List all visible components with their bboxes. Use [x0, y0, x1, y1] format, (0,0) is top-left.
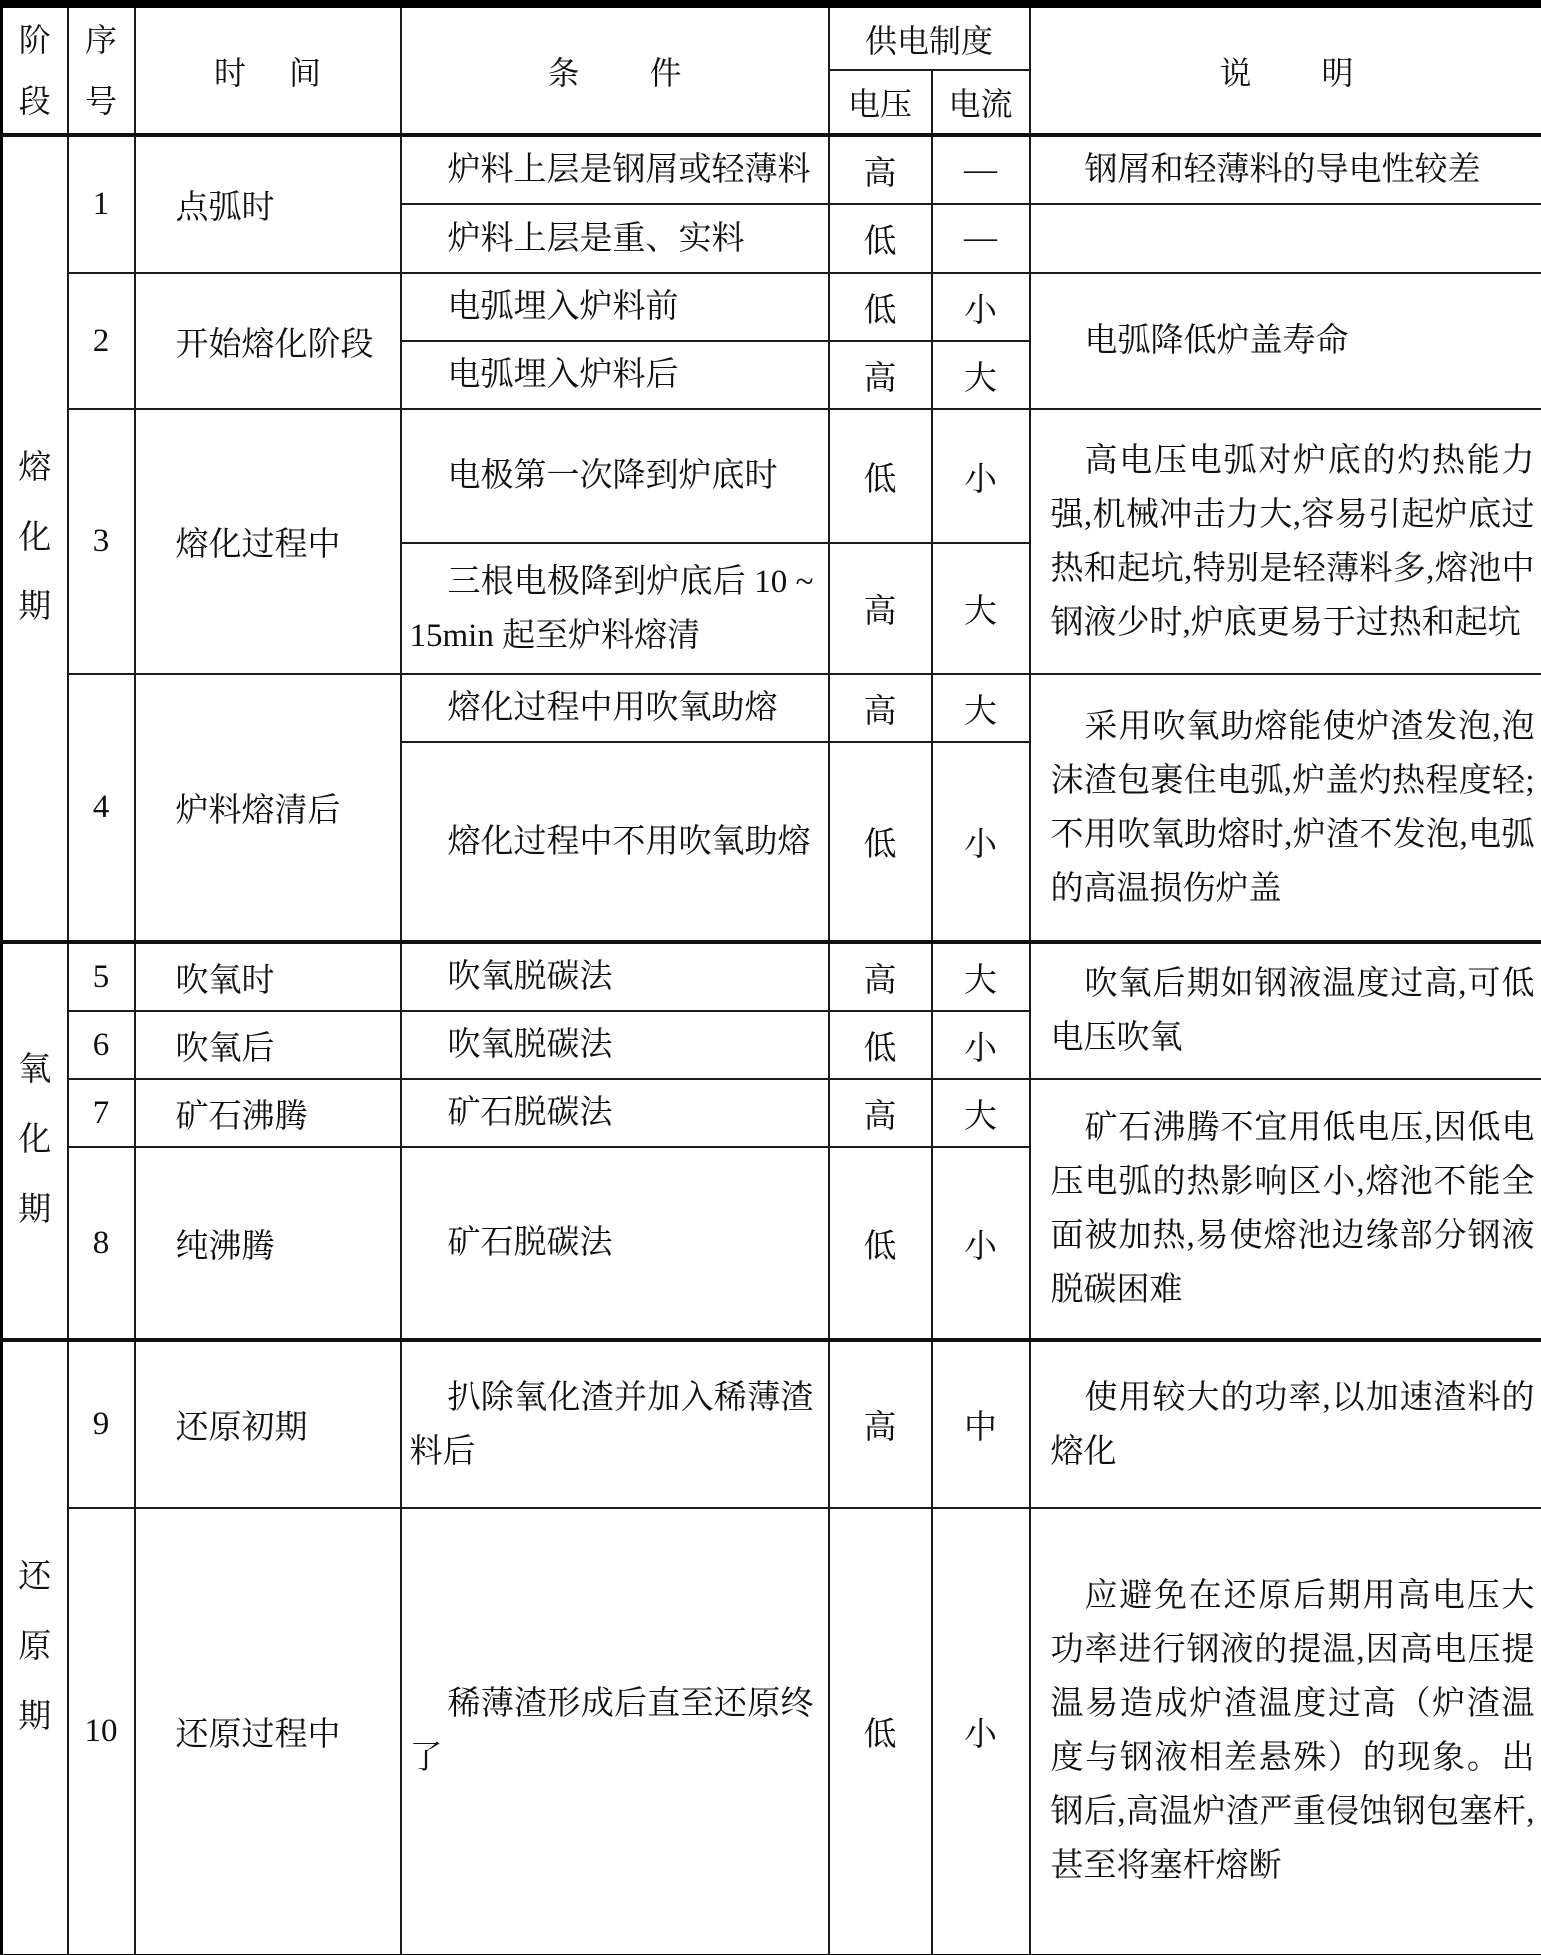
header-voltage: 电压 — [829, 70, 932, 135]
note-cell: 采用吹氧助熔能使炉渣发泡,泡沫渣包裹住电弧,炉盖灼热程度轻;不用吹氧助熔时,炉渣不发泡,电弧的高温损伤炉盖 — [1030, 674, 1541, 942]
seq-cell: 3 — [68, 409, 135, 674]
stage-cell-oxidation — [2, 942, 68, 1340]
voltage-cell: 低 — [829, 1011, 932, 1079]
current-cell: 小 — [932, 742, 1030, 942]
time-cell: 炉料熔清后 — [135, 674, 401, 942]
condition-cell: 炉料上层是钢屑或轻薄料 — [401, 135, 829, 204]
time-cell: 还原初期 — [135, 1340, 401, 1508]
current-cell: 小 — [932, 1508, 1030, 1955]
condition-cell: 扒除氧化渣并加入稀薄渣料后 — [401, 1340, 829, 1508]
condition-cell: 三根电极降到炉底后 10 ~ 15min 起至炉料熔清 — [401, 543, 829, 674]
stage-label: 还原期 — [18, 1558, 52, 1735]
voltage-cell: 高 — [829, 543, 932, 674]
condition-cell: 矿石脱碳法 — [401, 1147, 829, 1340]
voltage-cell: 高 — [829, 674, 932, 742]
condition-cell: 电弧埋入炉料后 — [401, 341, 829, 409]
condition-cell: 电弧埋入炉料前 — [401, 273, 829, 341]
stage-cell-melting — [2, 135, 68, 942]
header-current: 电流 — [932, 70, 1030, 135]
time-cell: 熔化过程中 — [135, 409, 401, 674]
seq-cell: 9 — [68, 1340, 135, 1508]
header-note: 说明 — [1030, 4, 1541, 135]
seq-cell: 4 — [68, 674, 135, 942]
voltage-cell: 低 — [829, 409, 932, 543]
current-cell: 大 — [932, 1079, 1030, 1147]
seq-cell: 8 — [68, 1147, 135, 1340]
header-seq — [68, 4, 135, 135]
current-cell: 小 — [932, 1011, 1030, 1079]
voltage-cell: 高 — [829, 942, 932, 1011]
voltage-cell: 低 — [829, 1147, 932, 1340]
seq-cell: 7 — [68, 1079, 135, 1147]
voltage-cell: 低 — [829, 742, 932, 942]
voltage-cell: 高 — [829, 1079, 932, 1147]
note-cell — [1030, 204, 1541, 273]
stage-label: 熔化期 — [18, 449, 52, 626]
note-cell: 钢屑和轻薄料的导电性较差 — [1030, 135, 1541, 204]
note-cell: 使用较大的功率,以加速渣料的熔化 — [1030, 1340, 1541, 1508]
seq-cell: 2 — [68, 273, 135, 409]
time-cell: 纯沸腾 — [135, 1147, 401, 1340]
current-cell: 大 — [932, 341, 1030, 409]
header-seq-label: 序号 — [84, 21, 117, 119]
current-cell: 中 — [932, 1340, 1030, 1508]
header-stage-label: 阶段 — [18, 21, 51, 119]
time-cell: 还原过程中 — [135, 1508, 401, 1955]
condition-cell: 吹氧脱碳法 — [401, 942, 829, 1011]
condition-cell: 稀薄渣形成后直至还原终了 — [401, 1508, 829, 1955]
current-cell: 大 — [932, 674, 1030, 742]
note-cell: 应避免在还原后期用高电压大功率进行钢液的提温,因高电压提温易造成炉渣温度过高（炉渣温度与钢液相差悬殊）的现象。出钢后,高温炉渣严重侵蚀钢包塞杆,甚至将塞杆熔断 — [1030, 1508, 1541, 1955]
note-cell: 高电压电弧对炉底的灼热能力强,机械冲击力大,容易引起炉底过热和起坑,特别是轻薄料多,熔池中钢液少时,炉底更易于过热和起坑 — [1030, 409, 1541, 674]
current-cell: 大 — [932, 942, 1030, 1011]
note-cell: 吹氧后期如钢液温度过高,可低电压吹氧 — [1030, 942, 1541, 1079]
header-power-system: 供电制度 — [829, 4, 1030, 70]
condition-cell: 熔化过程中用吹氧助熔 — [401, 674, 829, 742]
condition-cell: 电极第一次降到炉底时 — [401, 409, 829, 543]
condition-cell: 熔化过程中不用吹氧助熔 — [401, 742, 829, 942]
voltage-cell: 低 — [829, 204, 932, 273]
current-cell: 小 — [932, 273, 1030, 341]
header-stage — [2, 4, 68, 135]
time-cell: 吹氧时 — [135, 942, 401, 1011]
time-cell: 矿石沸腾 — [135, 1079, 401, 1147]
time-cell: 吹氧后 — [135, 1011, 401, 1079]
stage-cell-reduction — [2, 1340, 68, 1955]
current-cell: 大 — [932, 543, 1030, 674]
current-cell: — — [932, 204, 1030, 273]
header-condition: 条件 — [401, 4, 829, 135]
seq-cell: 1 — [68, 135, 135, 273]
stage-label: 氧化期 — [18, 1052, 52, 1228]
seq-cell: 5 — [68, 942, 135, 1011]
time-cell: 点弧时 — [135, 135, 401, 273]
condition-cell: 炉料上层是重、实料 — [401, 204, 829, 273]
voltage-cell: 高 — [829, 341, 932, 409]
voltage-cell: 低 — [829, 1508, 932, 1955]
header-time: 时间 — [135, 4, 401, 135]
voltage-cell: 高 — [829, 135, 932, 204]
seq-cell: 6 — [68, 1011, 135, 1079]
condition-cell: 吹氧脱碳法 — [401, 1011, 829, 1079]
time-cell: 开始熔化阶段 — [135, 273, 401, 409]
current-cell: 小 — [932, 409, 1030, 543]
voltage-cell: 高 — [829, 1340, 932, 1508]
note-cell: 电弧降低炉盖寿命 — [1030, 273, 1541, 409]
seq-cell: 10 — [68, 1508, 135, 1955]
current-cell: 小 — [932, 1147, 1030, 1340]
condition-cell: 矿石脱碳法 — [401, 1079, 829, 1147]
current-cell: — — [932, 135, 1030, 204]
note-cell: 矿石沸腾不宜用低电压,因低电压电弧的热影响区小,熔池不能全面被加热,易使熔池边缘部分钢液脱碳困难 — [1030, 1079, 1541, 1340]
voltage-cell: 低 — [829, 273, 932, 341]
